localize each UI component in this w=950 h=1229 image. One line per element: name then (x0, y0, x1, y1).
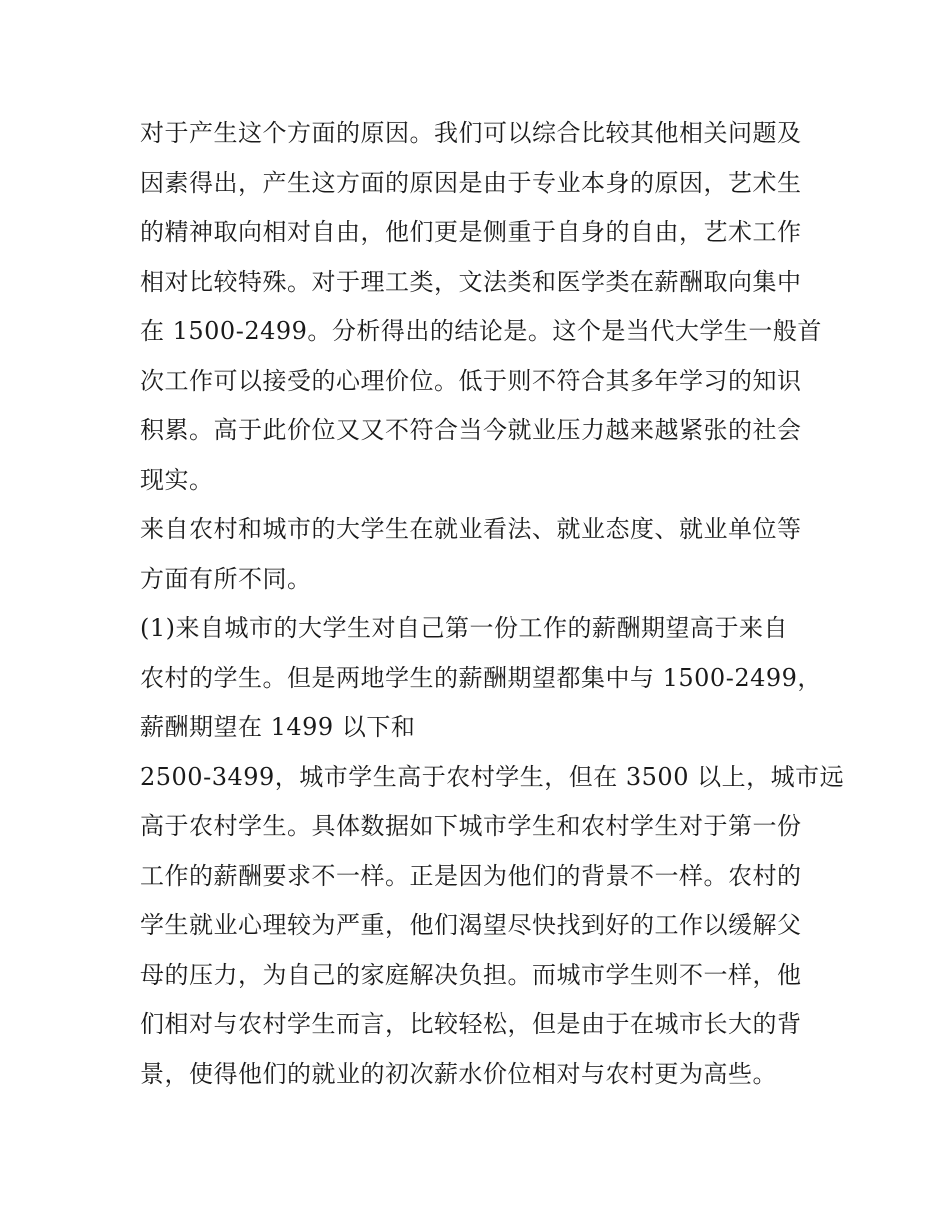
text-line: 工作的薪酬要求不一样。正是因为他们的背景不一样。农村的 (140, 861, 802, 890)
text-line: 母的压力，为自己的家庭解决负担。而城市学生则不一样，他 (140, 960, 802, 989)
text-line: 高于农村学生。具体数据如下城市学生和农村学生对于第一份 (140, 812, 802, 840)
text-line: 因素得出，产生这方面的原因是由于专业本身的原因，艺术生 (140, 168, 802, 197)
text-line: 学生就业心理较为严重，他们渴望尽快找到好的工作以缓解父 (140, 911, 802, 939)
text-line: 次工作可以接受的心理价位。低于则不符合其多年学习的知识 (140, 366, 802, 395)
body-text (140, 109, 845, 1099)
text-line: 薪酬期望在 1499 以下和 (140, 713, 416, 741)
text-line: 来自农村和城市的大学生在就业看法、就业态度、就业单位等 (140, 515, 802, 543)
text-line: 在 1500-2499。分析得出的结论是。这个是当代大学生一般首 (140, 317, 822, 345)
text-line: 们相对与农村学生而言，比较轻松，但是由于在城市长大的背 (140, 1010, 802, 1038)
text-line: 农村的学生。但是两地学生的薪酬期望都集中与 1500-2499， (140, 663, 822, 692)
text-line: 景，使得他们的就业的初次薪水价位相对与农村更为高些。 (140, 1059, 777, 1088)
text-line: 方面有所不同。 (140, 564, 312, 593)
text-line: (1)来自城市的大学生对自己第一份工作的薪酬期望高于来自 (140, 614, 788, 642)
text-line: 2500-3499，城市学生高于农村学生，但在 3500 以上，城市远 (140, 762, 845, 791)
text-line: 相对比较特殊。对于理工类，文法类和医学类在薪酬取向集中 (140, 267, 802, 296)
text-line: 现实。 (140, 465, 214, 494)
text-line: 积累。高于此价位又又不符合当今就业压力越来越紧张的社会 (140, 416, 802, 444)
text-line: 的精神取向相对自由，他们更是侧重于自身的自由，艺术工作 (140, 218, 802, 246)
text-line: 对于产生这个方面的原因。我们可以综合比较其他相关问题及 (140, 119, 802, 147)
